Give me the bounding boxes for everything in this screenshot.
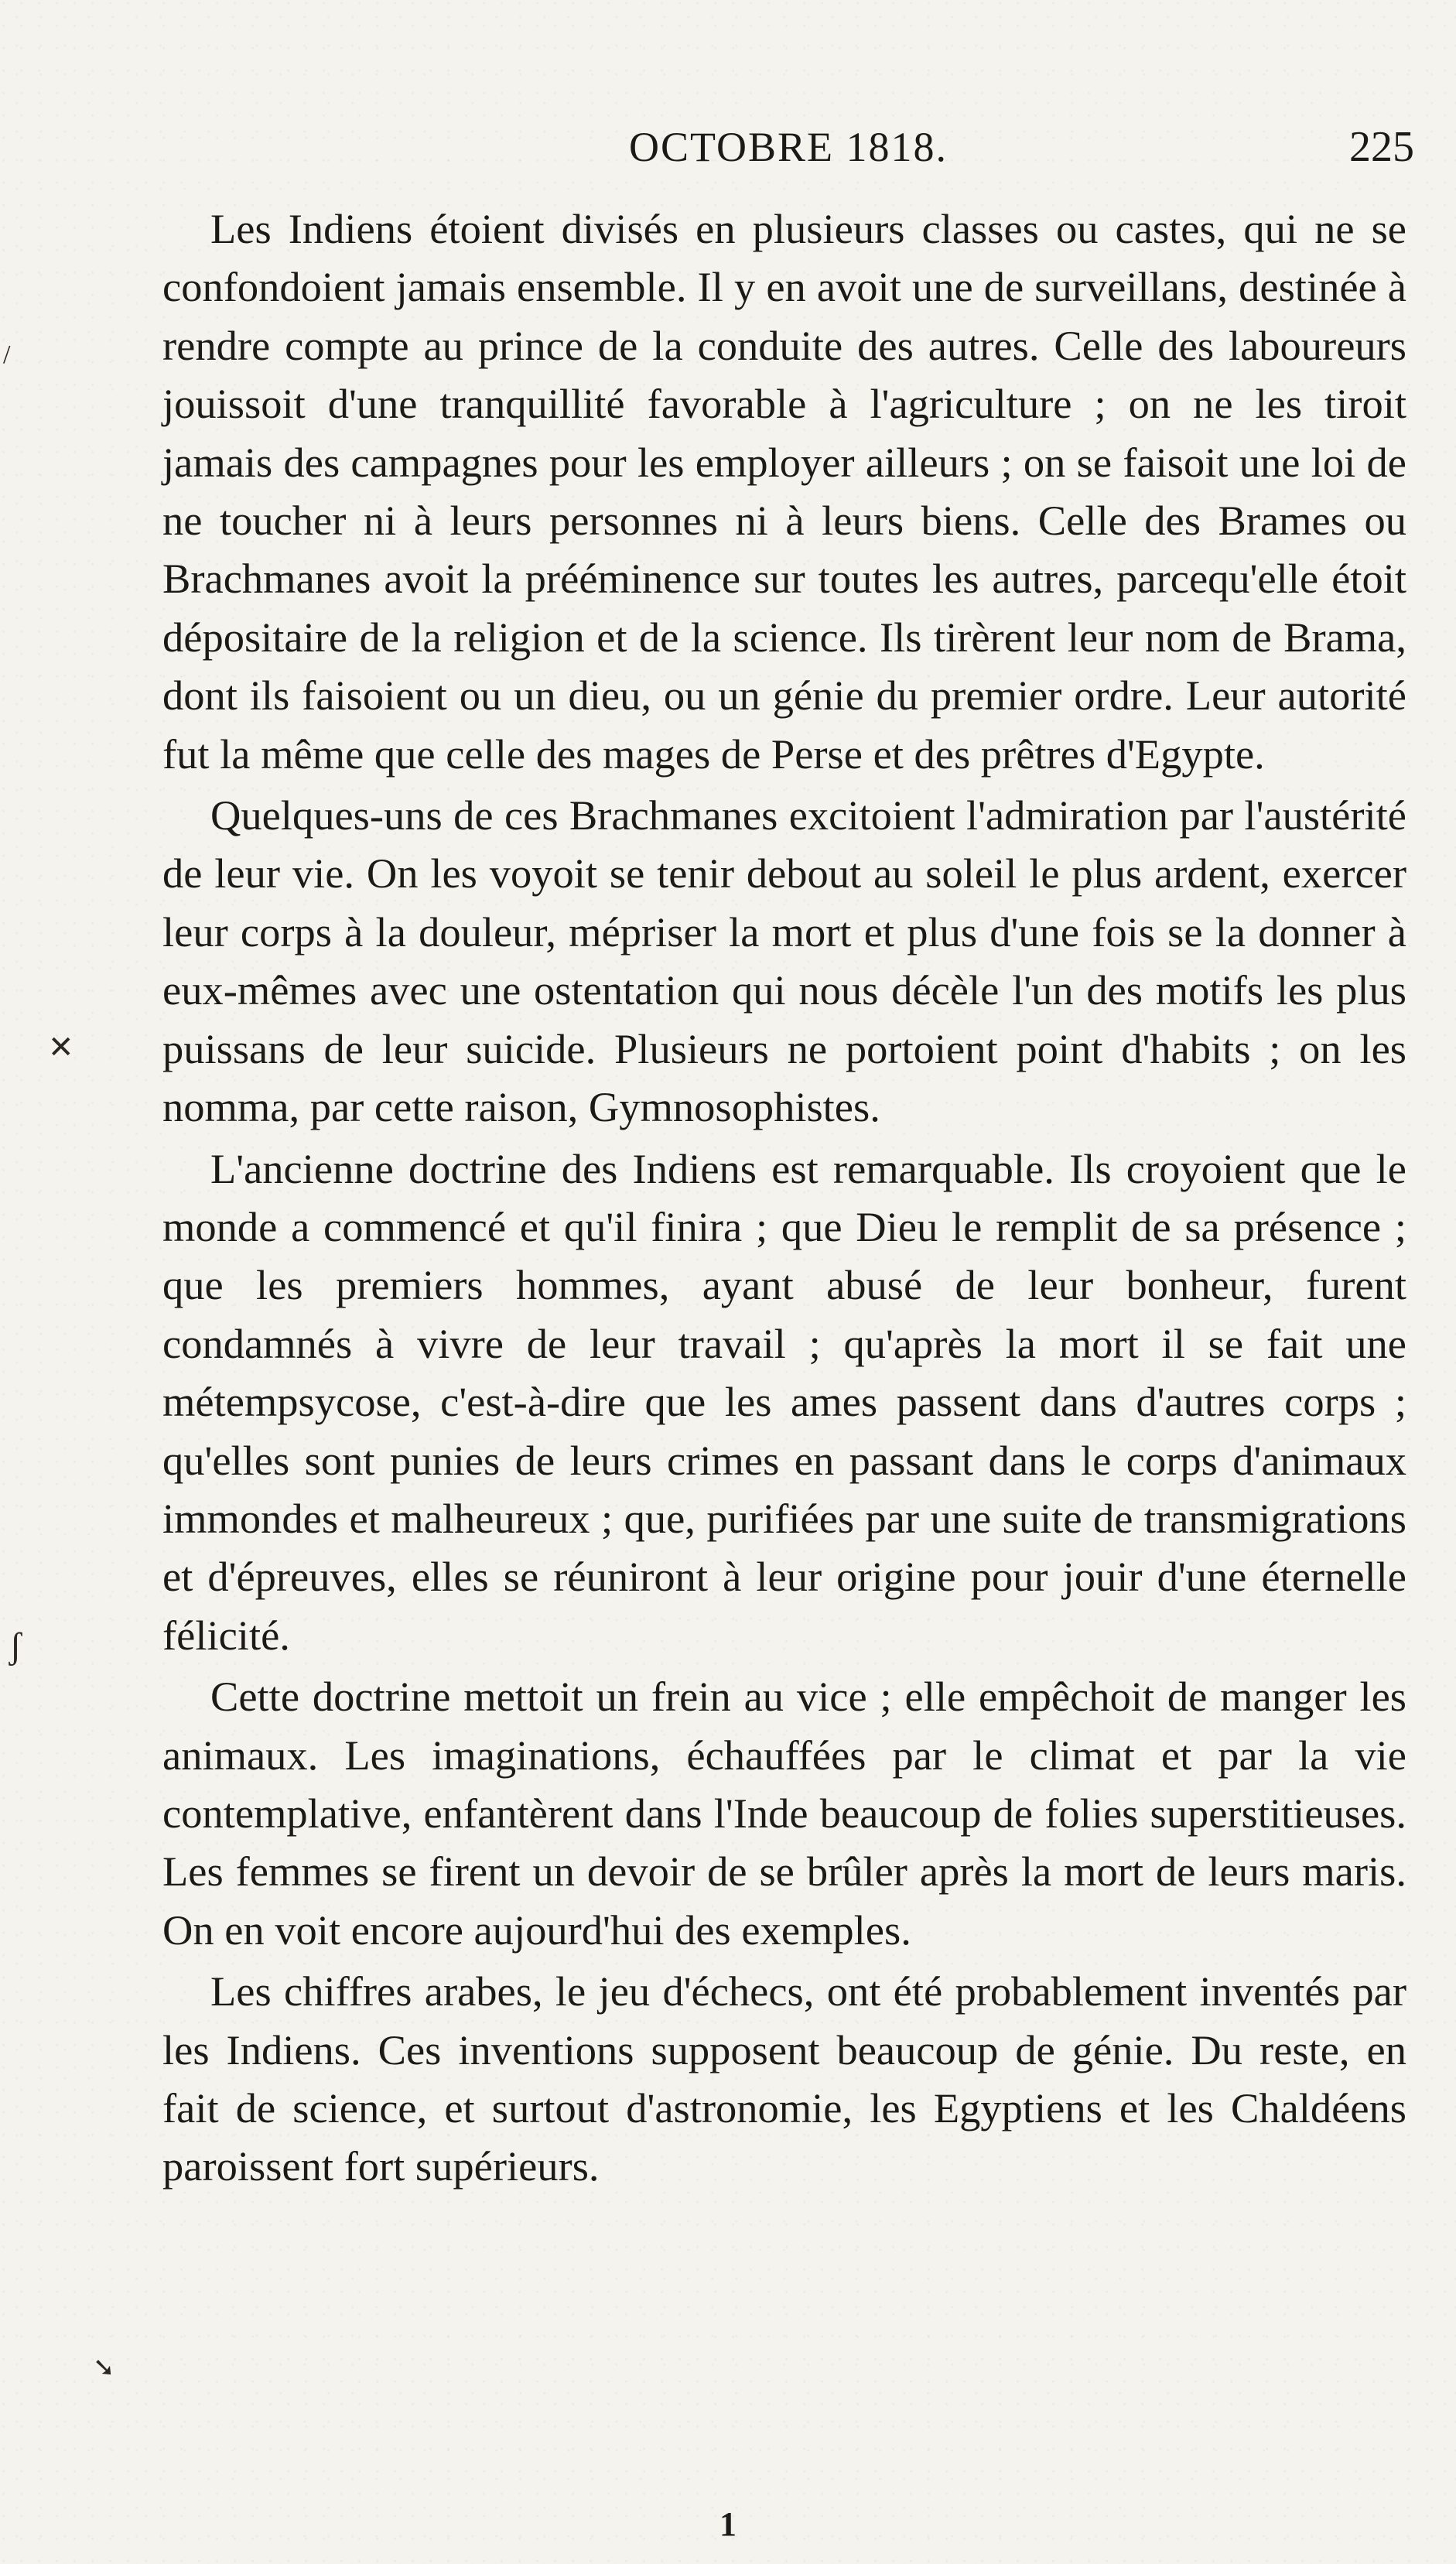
body-text (162, 200, 1406, 2196)
margin-ink-mark: / (3, 340, 11, 369)
signature-mark: 1 (719, 2505, 737, 2543)
paragraph-superstitions: Cette doctrine mettoit un frein au vice ; elle empêchoit de manger les animaux. Les imaginations, échauffées par le climat et par la vie contemplative, enfantèrent dans l'Inde beaucoup de folies superstitieuses. Les femmes se firent un devoir de se brûler après la mort de leurs maris. On en voit encore aujourd'hui des exemples. (162, 1673, 1406, 1954)
paragraph-doctrine: L'ancienne doctrine des Indiens est remarquable. Ils croyoient que le monde a commencé et qu'il finira ; que Dieu le remplit de sa présence ; que les premiers hommes, ayant abusé de leur bonheur, furent condamnés à vivre de leur travail ; qu'après la mort il se fait une métempsycose, c'est-à-dire que les ames passent dans d'autres corps ; qu'elles sont punies de leurs crimes en passant dans le corps d'animaux immondes et malheureux ; que, purifiées par une suite de transmigrations et d'épreuves, elles se réuniront à leur origine pour jouir d'une éternelle félicité. (162, 1144, 1406, 1659)
margin-ink-mark: ✕ (48, 1030, 74, 1065)
page-header (162, 116, 1414, 178)
paragraph-inventions: Les chiffres arabes, le jeu d'échecs, ont été probablement inventés par les Indiens. Ces inventions supposent beaucoup de génie. Du reste, en fait de science, et surtout d'astronomie, les Egyptiens et les Chaldéens paroissent fort supérieurs. (162, 1967, 1406, 2190)
page-number: 225 (1349, 123, 1414, 171)
paragraph-brachmanes: Quelques-uns de ces Brachmanes excitoient l'admiration par l'austérité de leur vie. On les voyoit se tenir debout au soleil le plus ardent, exercer leur corps à la douleur, mépriser la mort et plus d'une fois se la donner à eux-mêmes avec une ostentation qui nous décèle l'un des motifs les plus puissans de leur suicide. Plusieurs ne portoient point d'habits ; on les nomma, par cette raison, Gymnosophistes. (162, 791, 1406, 1131)
margin-ink-mark: ʃ (9, 1626, 22, 1667)
paragraph-castes: Les Indiens étoient divisés en plusieurs classes ou castes, qui ne se confondoient jamais ensemble. Il y en avoit une de surveillans, destinée à rendre compte au prince de la conduite des autres. Celle des laboureurs jouissoit d'une tranquillité favorable à l'agriculture ; on ne les tiroit jamais des campagnes pour les employer ailleurs ; on se faisoit une loi de ne toucher ni à leurs personnes ni à leurs biens. Celle des Brames ou Brachmanes avoit la prééminence sur toutes les autres, parcequ'elle étoit dépositaire de la religion et de la science. Ils tirèrent leur nom de Brama, dont ils faisoient ou un dieu, ou un génie du premier ordre. Leur autorité fut la même que celle des mages de Perse et des prêtres d'Egypte. (162, 205, 1406, 778)
running-head: OCTOBRE 1818. (628, 124, 948, 170)
margin-ink-mark: ➘ (93, 2354, 115, 2382)
